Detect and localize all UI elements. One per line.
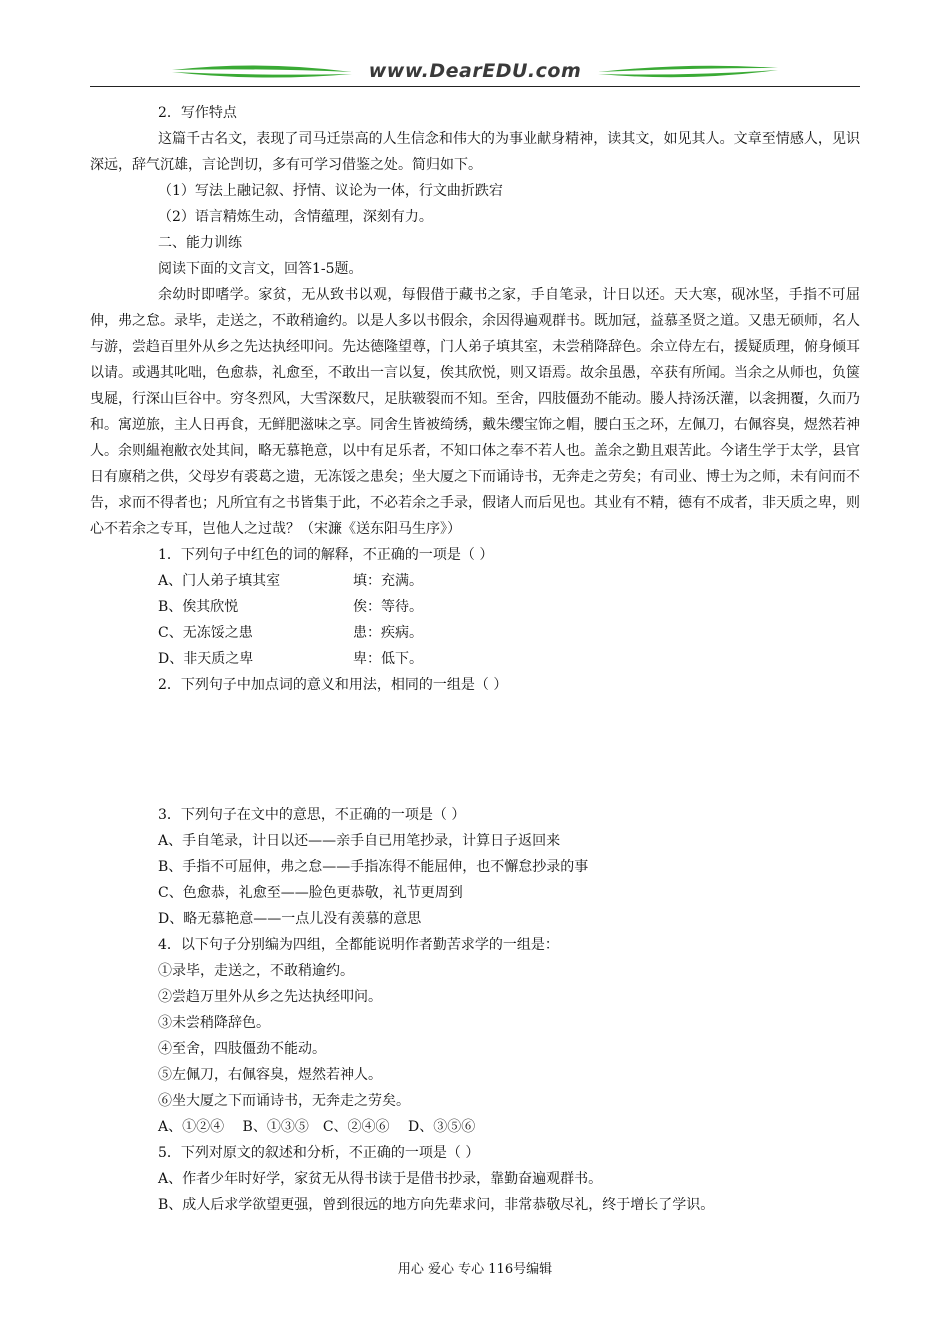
- option-sentence: B、俟其欣悦: [158, 599, 239, 615]
- question-2-blank-area: [90, 698, 860, 802]
- option-gloss: 患：疾病。: [353, 625, 423, 641]
- question-4-choices: A、①②④ B、①③⑤ C、②④⑥ D、③⑤⑥: [158, 1119, 476, 1135]
- question-1-option-c: [90, 620, 860, 646]
- document-body: [90, 100, 860, 1218]
- site-logo-text: www.DearEDU.com: [368, 60, 582, 82]
- header-divider: [90, 86, 860, 87]
- option-gloss: 俟：等待。: [353, 599, 423, 615]
- classical-passage: 余幼时即嗜学。家贫，无从致书以观，每假借于藏书之家，手自笔录，计日以还。天大寒，砚冰坚，手指不可屈伸，弗之怠。录毕，走送之，不敢稍逾约。以是人多以书假余，余因得遍观群书。既加冠，益慕圣贤之道。又患无硕师，名人与游，尝趋百里外从乡之先达执经叩问。先达德隆望尊，门人弟子填其室，未尝稍降辞色。余立侍左右，援疑质理，俯身倾耳以请。或遇其叱咄，色愈恭，礼愈至，不敢出一言以复，俟其欣悦，则又语焉。故余虽愚，卒获有所闻。当余之从师也，负箧曳屣，行深山巨谷中。穷冬烈风，大雪深数尺，足肤皲裂而不知。至舍，四肢僵劲不能动。媵人持汤沃灌，以衾拥覆，久而乃和。寓逆旅，主人日再食，无鲜肥滋味之享。同舍生皆被绮绣，戴朱缨宝饰之帽，腰白玉之环，左佩刀，右佩容臭，煜然若神人。余则緼袍敝衣处其间，略无慕艳意，以中有足乐者，不知口体之奉不若人也。盖余之勤且艰苦此。今诸生学于太学，县官日有廪稍之供，父母岁有裘葛之遗，无冻馁之患矣；坐大厦之下而诵诗书，无奔走之劳矣；有司业、博士为之师，未有问而不告，求而不得者也；凡所宜有之书皆集于此，不必若余之手录，假诸人而后见也。其业有不精，德有不成者，非天质之卑，则心不若余之专耳，岂他人之过哉？（宋濂《送东阳马生序》）: [90, 287, 860, 537]
- question-4-item-6: ⑥坐大厦之下而诵诗书，无奔走之劳矣。: [158, 1093, 410, 1109]
- question-4-item-4: ④至舍，四肢僵劲不能动。: [158, 1041, 326, 1057]
- question-4-item-1: ①录毕，走送之，不敢稍逾约。: [158, 963, 354, 979]
- question-4-item-5: ⑤左佩刀，右佩容臭，煜然若神人。: [158, 1067, 382, 1083]
- option-gloss: 填：充满。: [353, 573, 423, 589]
- question-5-option-a: A、作者少年时好学，家贫无从得书读于是借书抄录，靠勤奋遍观群书。: [158, 1171, 603, 1187]
- option-gloss: 卑：低下。: [353, 651, 423, 667]
- question-3-option-c: C、色愈恭，礼愈至——脸色更恭敬，礼节更周到: [158, 885, 463, 901]
- page-header: [90, 58, 860, 92]
- question-3-stem: 3．下列句子在文中的意思，不正确的一项是（ ）: [158, 807, 466, 823]
- section-heading-writing: 2．写作特点: [158, 105, 237, 121]
- question-3-option-d: D、略无慕艳意——一点儿没有羡慕的意思: [158, 911, 422, 927]
- question-4-item-2: ②尝趋万里外从乡之先达执经叩问。: [158, 989, 382, 1005]
- question-4-item-3: ③未尝稍降辞色。: [158, 1015, 270, 1031]
- question-4-stem: 4．以下句子分别编为四组，全都能说明作者勤苦求学的一组是：: [158, 937, 559, 953]
- question-1-option-d: [90, 646, 860, 672]
- writing-point-2: （2）语言精炼生动，含情蕴理，深刻有力。: [158, 209, 433, 225]
- writing-intro: 这篇千古名文，表现了司马迁崇高的人生信念和伟大的为事业献身精神，读其文，如见其人。文章至情感人，见识深远，辞气沉雄，言论剀切，多有可学习借鉴之处。简归如下。: [90, 131, 860, 173]
- writing-point-1: （1）写法上融记叙、抒情、议论为一体，行文曲折跌宕: [158, 183, 503, 199]
- question-1-stem: 1．下列句子中红色的词的解释，不正确的一项是（ ）: [158, 547, 494, 563]
- question-3-option-b: B、手指不可屈伸，弗之怠——手指冻得不能屈伸，也不懈怠抄录的事: [158, 859, 589, 875]
- question-1-option-b: [90, 594, 860, 620]
- question-5-option-b: B、成人后求学欲望更强，曾到很远的地方向先辈求问，非常恭敬尽礼，终于增长了学识。: [158, 1197, 715, 1213]
- reading-instruction: 阅读下面的文言文，回答1-5题。: [158, 261, 363, 277]
- option-sentence: A、门人弟子填其室: [158, 573, 281, 589]
- section-heading-training: 二、能力训练: [158, 235, 242, 251]
- question-2-stem: 2．下列句子中加点词的意义和用法，相同的一组是（ ）: [158, 677, 508, 693]
- option-sentence: D、非天质之卑: [158, 651, 254, 667]
- question-3-option-a: A、手自笔录，计日以还——亲手自已用笔抄录，计算日子返回来: [158, 833, 561, 849]
- option-sentence: C、无冻馁之患: [158, 625, 253, 641]
- question-5-stem: 5．下列对原文的叙述和分析，不正确的一项是（ ）: [158, 1145, 480, 1161]
- question-1-option-a: [90, 568, 860, 594]
- page-footer: 用心 爱心 专心 116号编辑: [397, 1262, 553, 1277]
